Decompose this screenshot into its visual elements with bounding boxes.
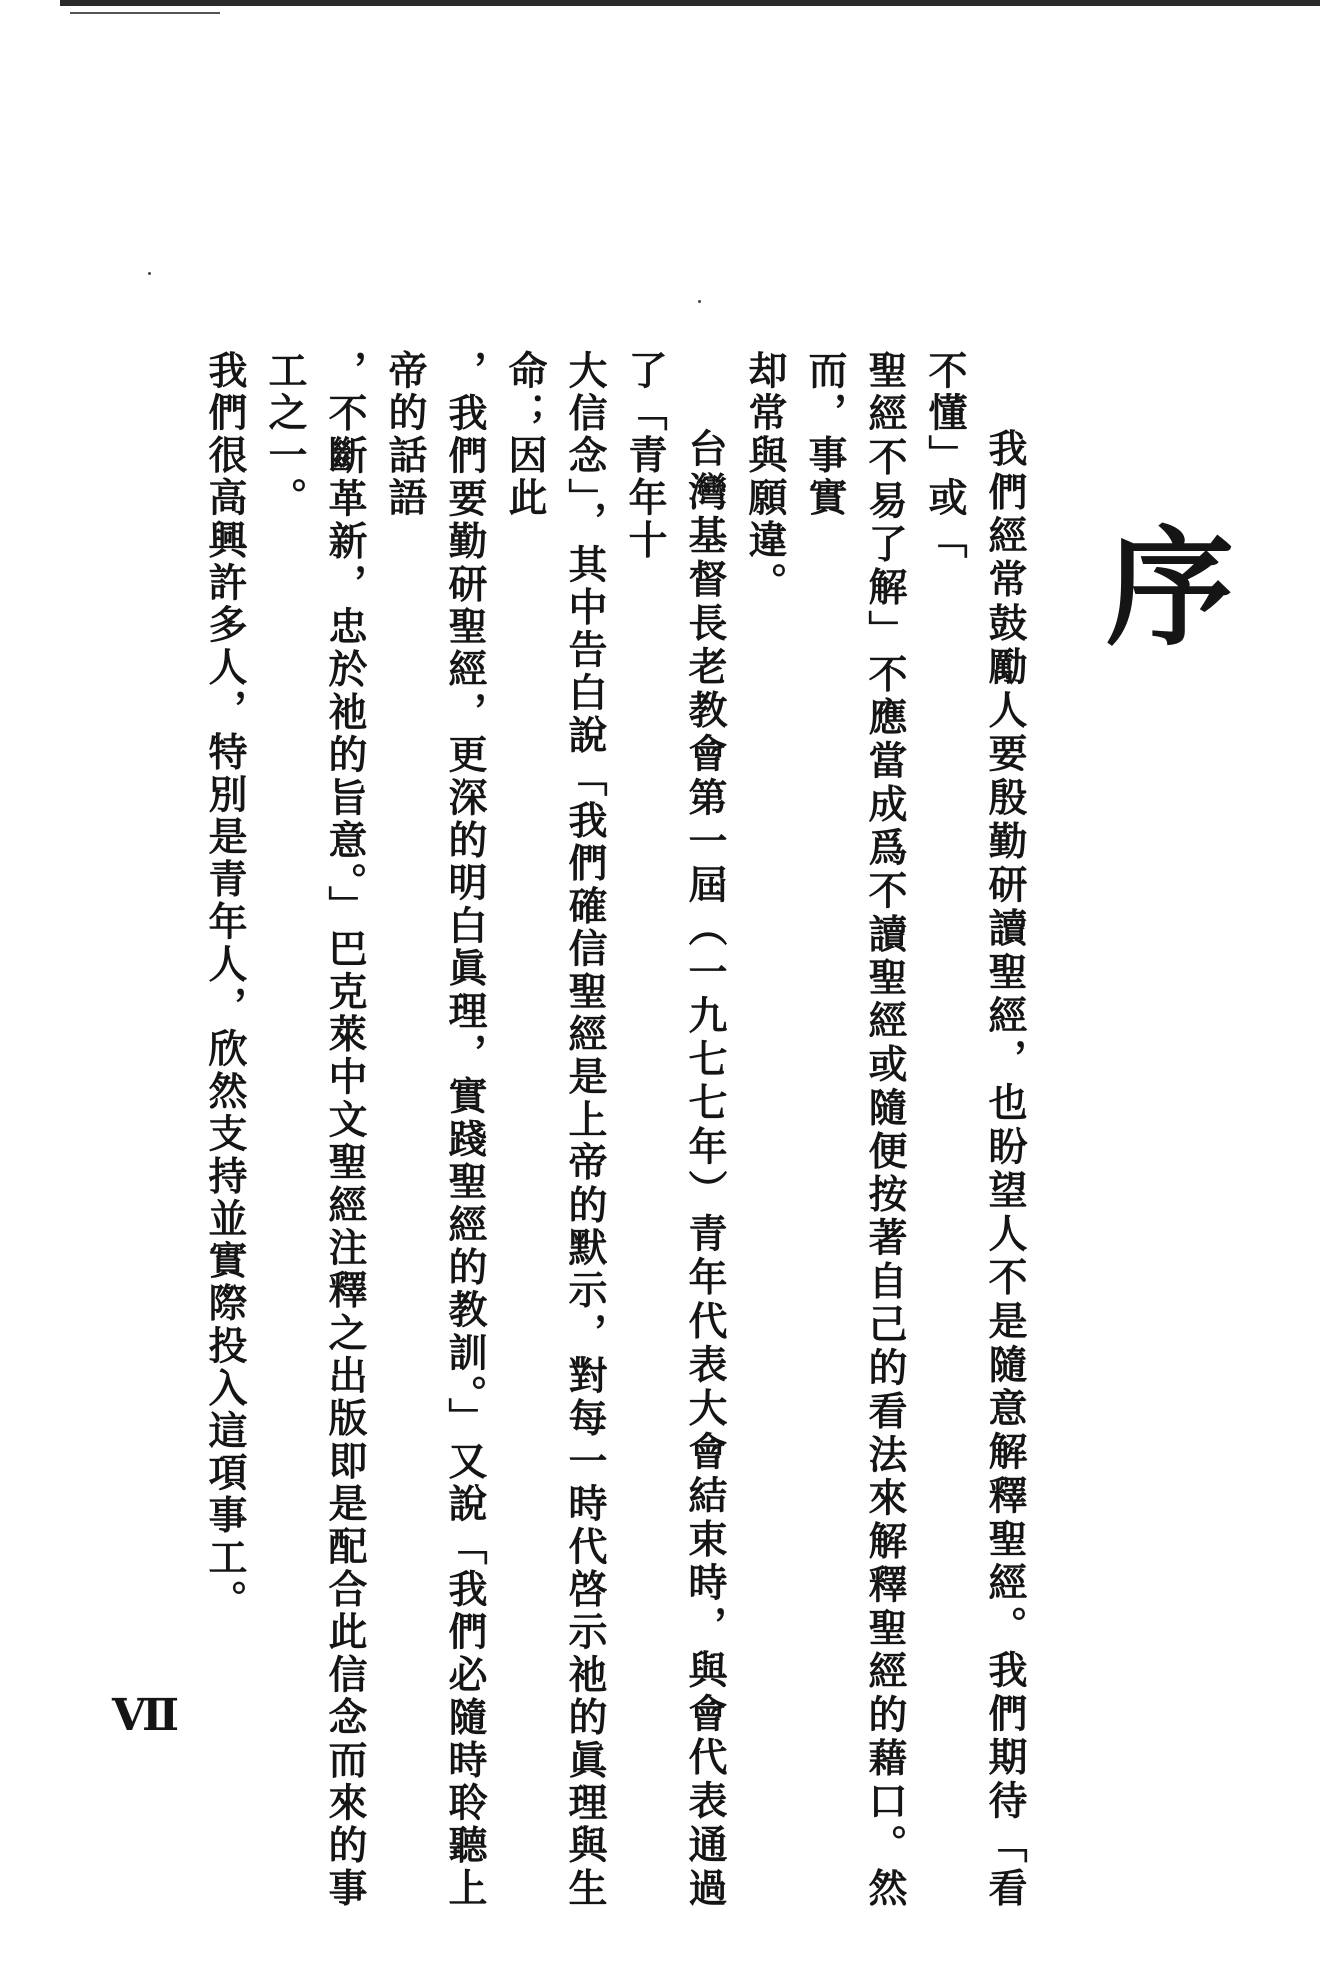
paragraph-2: 台灣基督長老教會第一屆（一九七七年）青年代表大會結束時，與會代表通過了「青年十 大信念」，其中告白說「我們確信聖經是上帝的默示，對每一時代啓示祂的眞理與生命；因此 ，我們要勤研聖經，更深的明白眞理，實踐聖經的教訓。」又說「我們必隨時聆聽上帝的話語 ，不斷革新，忠於祂的旨意。」巴克萊中文聖經注釋之出版即是配合此信念而來的事工之一。 我們很高興許多人，特別是青年人，欣然支持並實際投入這項事工。 bbox=[202, 350, 728, 1910]
top-border-line bbox=[60, 0, 1320, 6]
top-border-line-thin bbox=[70, 12, 220, 14]
paragraph-1: 我們經常鼓勵人要殷勤研讀聖經，也盼望人不是隨意解釋聖經。我們期待「看不懂」或「 聖經不易了解」不應當成爲不讀聖經或隨便按著自己的看法來解釋聖經的藉口。然而，事實 却常與願違。 bbox=[742, 350, 1028, 1910]
page-title: 序 bbox=[1084, 520, 1234, 648]
page-number: Ⅶ bbox=[112, 1690, 177, 1741]
scan-speck bbox=[698, 300, 701, 303]
scan-speck bbox=[148, 272, 151, 275]
preface-body bbox=[195, 350, 1035, 1910]
